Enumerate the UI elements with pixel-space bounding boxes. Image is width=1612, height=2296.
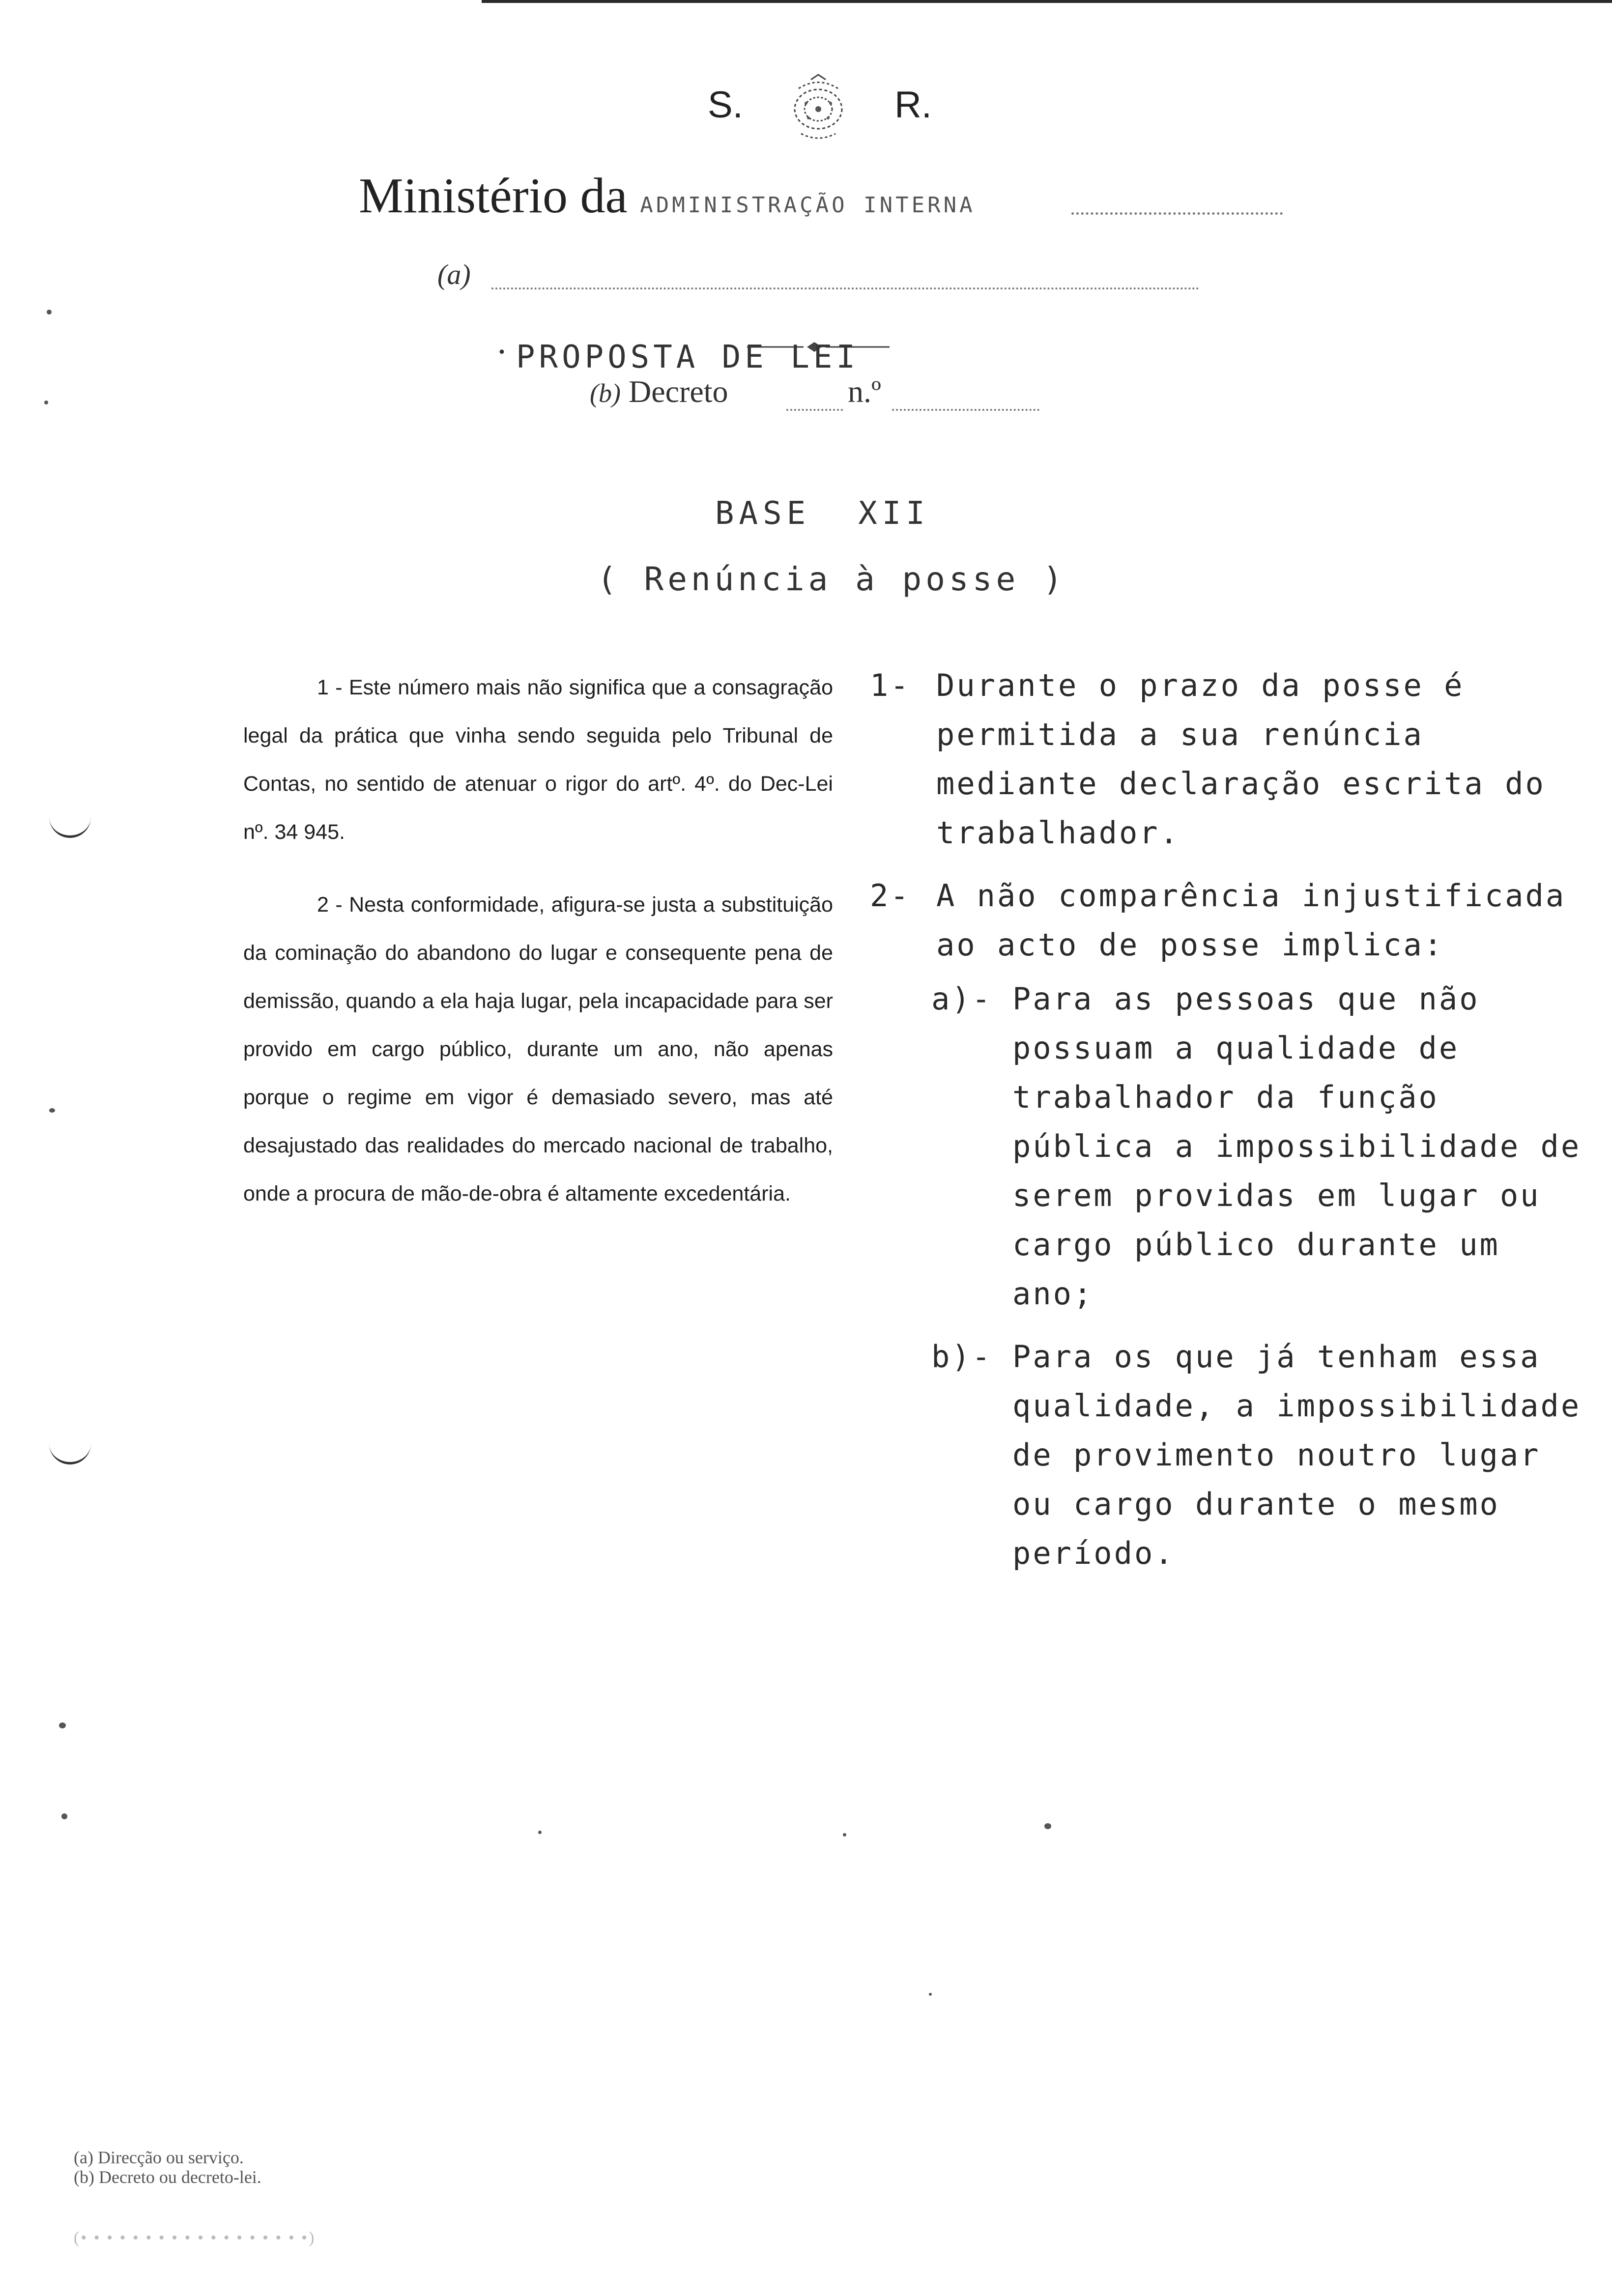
decree-number-dotted-line: [892, 409, 1039, 411]
decree-label: Decreto: [628, 374, 728, 409]
direction-mark: (a): [437, 258, 471, 290]
justification-column: [243, 663, 833, 1242]
law-subitem-text: Para os que já tenham essa qualidade, a impossibilidade de provimento noutro lugar ou cargo durante o mesmo período.: [1012, 1339, 1582, 1571]
speck: [44, 401, 48, 404]
bullet-mark: •: [497, 344, 507, 361]
base-subtitle: ( Renúncia à posse ): [597, 560, 1066, 598]
faint-printer-line: (• • • • • • • • • • • • • • • • • •): [74, 2229, 316, 2247]
decree-line: [590, 373, 728, 410]
speck: [1044, 1823, 1051, 1829]
speck: [49, 1108, 55, 1113]
speck: [61, 1813, 67, 1819]
justification-paragraph-2: 2 - Nesta conformidade, afigura-se justa a substituição da cominação do abandono do lugar e consequente pena de demissão, quando a ela haja lugar, pela incapacidade para ser provido em cargo público, durante um ano, não apenas porque o regime em vigor é demasiado severo, mas até desajustado das realidades do mercado nacional de trabalho, onde a procura de mão-de-obra é altamente excedentária.: [243, 893, 833, 1205]
law-text-column: [870, 661, 1587, 1592]
base-title: BASE XII: [715, 495, 930, 532]
speck: [47, 310, 52, 315]
ministry-dotted-line: [1071, 212, 1283, 215]
ministry-prefix: Ministério da: [359, 168, 628, 224]
speck: [59, 1722, 66, 1728]
speck: [929, 1993, 932, 1996]
speck: [538, 1831, 542, 1834]
law-subitem-letter: b)-: [931, 1339, 992, 1375]
law-subitem-letter: a)-: [931, 981, 992, 1017]
footnotes: [74, 2148, 261, 2187]
proposal-type: PROPOSTA DE LEI: [516, 339, 859, 375]
law-item-number: 1-: [870, 667, 911, 703]
punch-hole: [49, 816, 91, 838]
footnote-a: (a) Direcção ou serviço.: [74, 2148, 244, 2167]
footnote-b: (b) Decreto ou decreto-lei.: [74, 2167, 261, 2187]
header-r-letter: R.: [894, 84, 932, 126]
decree-dotted-line: [786, 409, 843, 411]
law-item-1: [870, 661, 1587, 858]
law-subitem-b: [870, 1332, 1587, 1578]
law-item-2: [870, 871, 1587, 1578]
law-item-number: 2-: [870, 878, 911, 914]
decree-mark: (b): [590, 378, 621, 408]
header-s-letter: S.: [708, 84, 743, 126]
top-rule: [482, 0, 1612, 3]
decree-number-label: n.º: [848, 374, 881, 409]
justification-paragraph-1: 1 - Este número mais não significa que a consagração legal da prática que vinha sendo seguida pelo Tribunal de Contas, no sentido de atenuar o rigor do artº. 4º. do Dec-Lei nº. 34 945.: [243, 676, 833, 844]
law-item-text: A não comparência injustificada ao acto de posse implica:: [936, 878, 1566, 963]
ministry-name: ADMINISTRAÇÃO INTERNA: [640, 193, 976, 218]
republic-header: [698, 74, 973, 147]
law-item-text: Durante o prazo da posse é permitida a sua renúncia mediante declaração escrita do trabalhador.: [936, 667, 1546, 851]
speck: [843, 1833, 846, 1837]
punch-hole: [49, 1442, 91, 1464]
direction-dotted-line: [491, 287, 1199, 289]
law-subitem-a: [870, 975, 1587, 1319]
law-subitem-text: Para as pessoas que não possuam a qualidade de trabalhador da função pública a impossibilidade de serem providas em lugar ou cargo público durante um ano;: [1012, 981, 1582, 1312]
coat-of-arms-icon: [772, 74, 865, 147]
ministry-line: [359, 167, 976, 225]
